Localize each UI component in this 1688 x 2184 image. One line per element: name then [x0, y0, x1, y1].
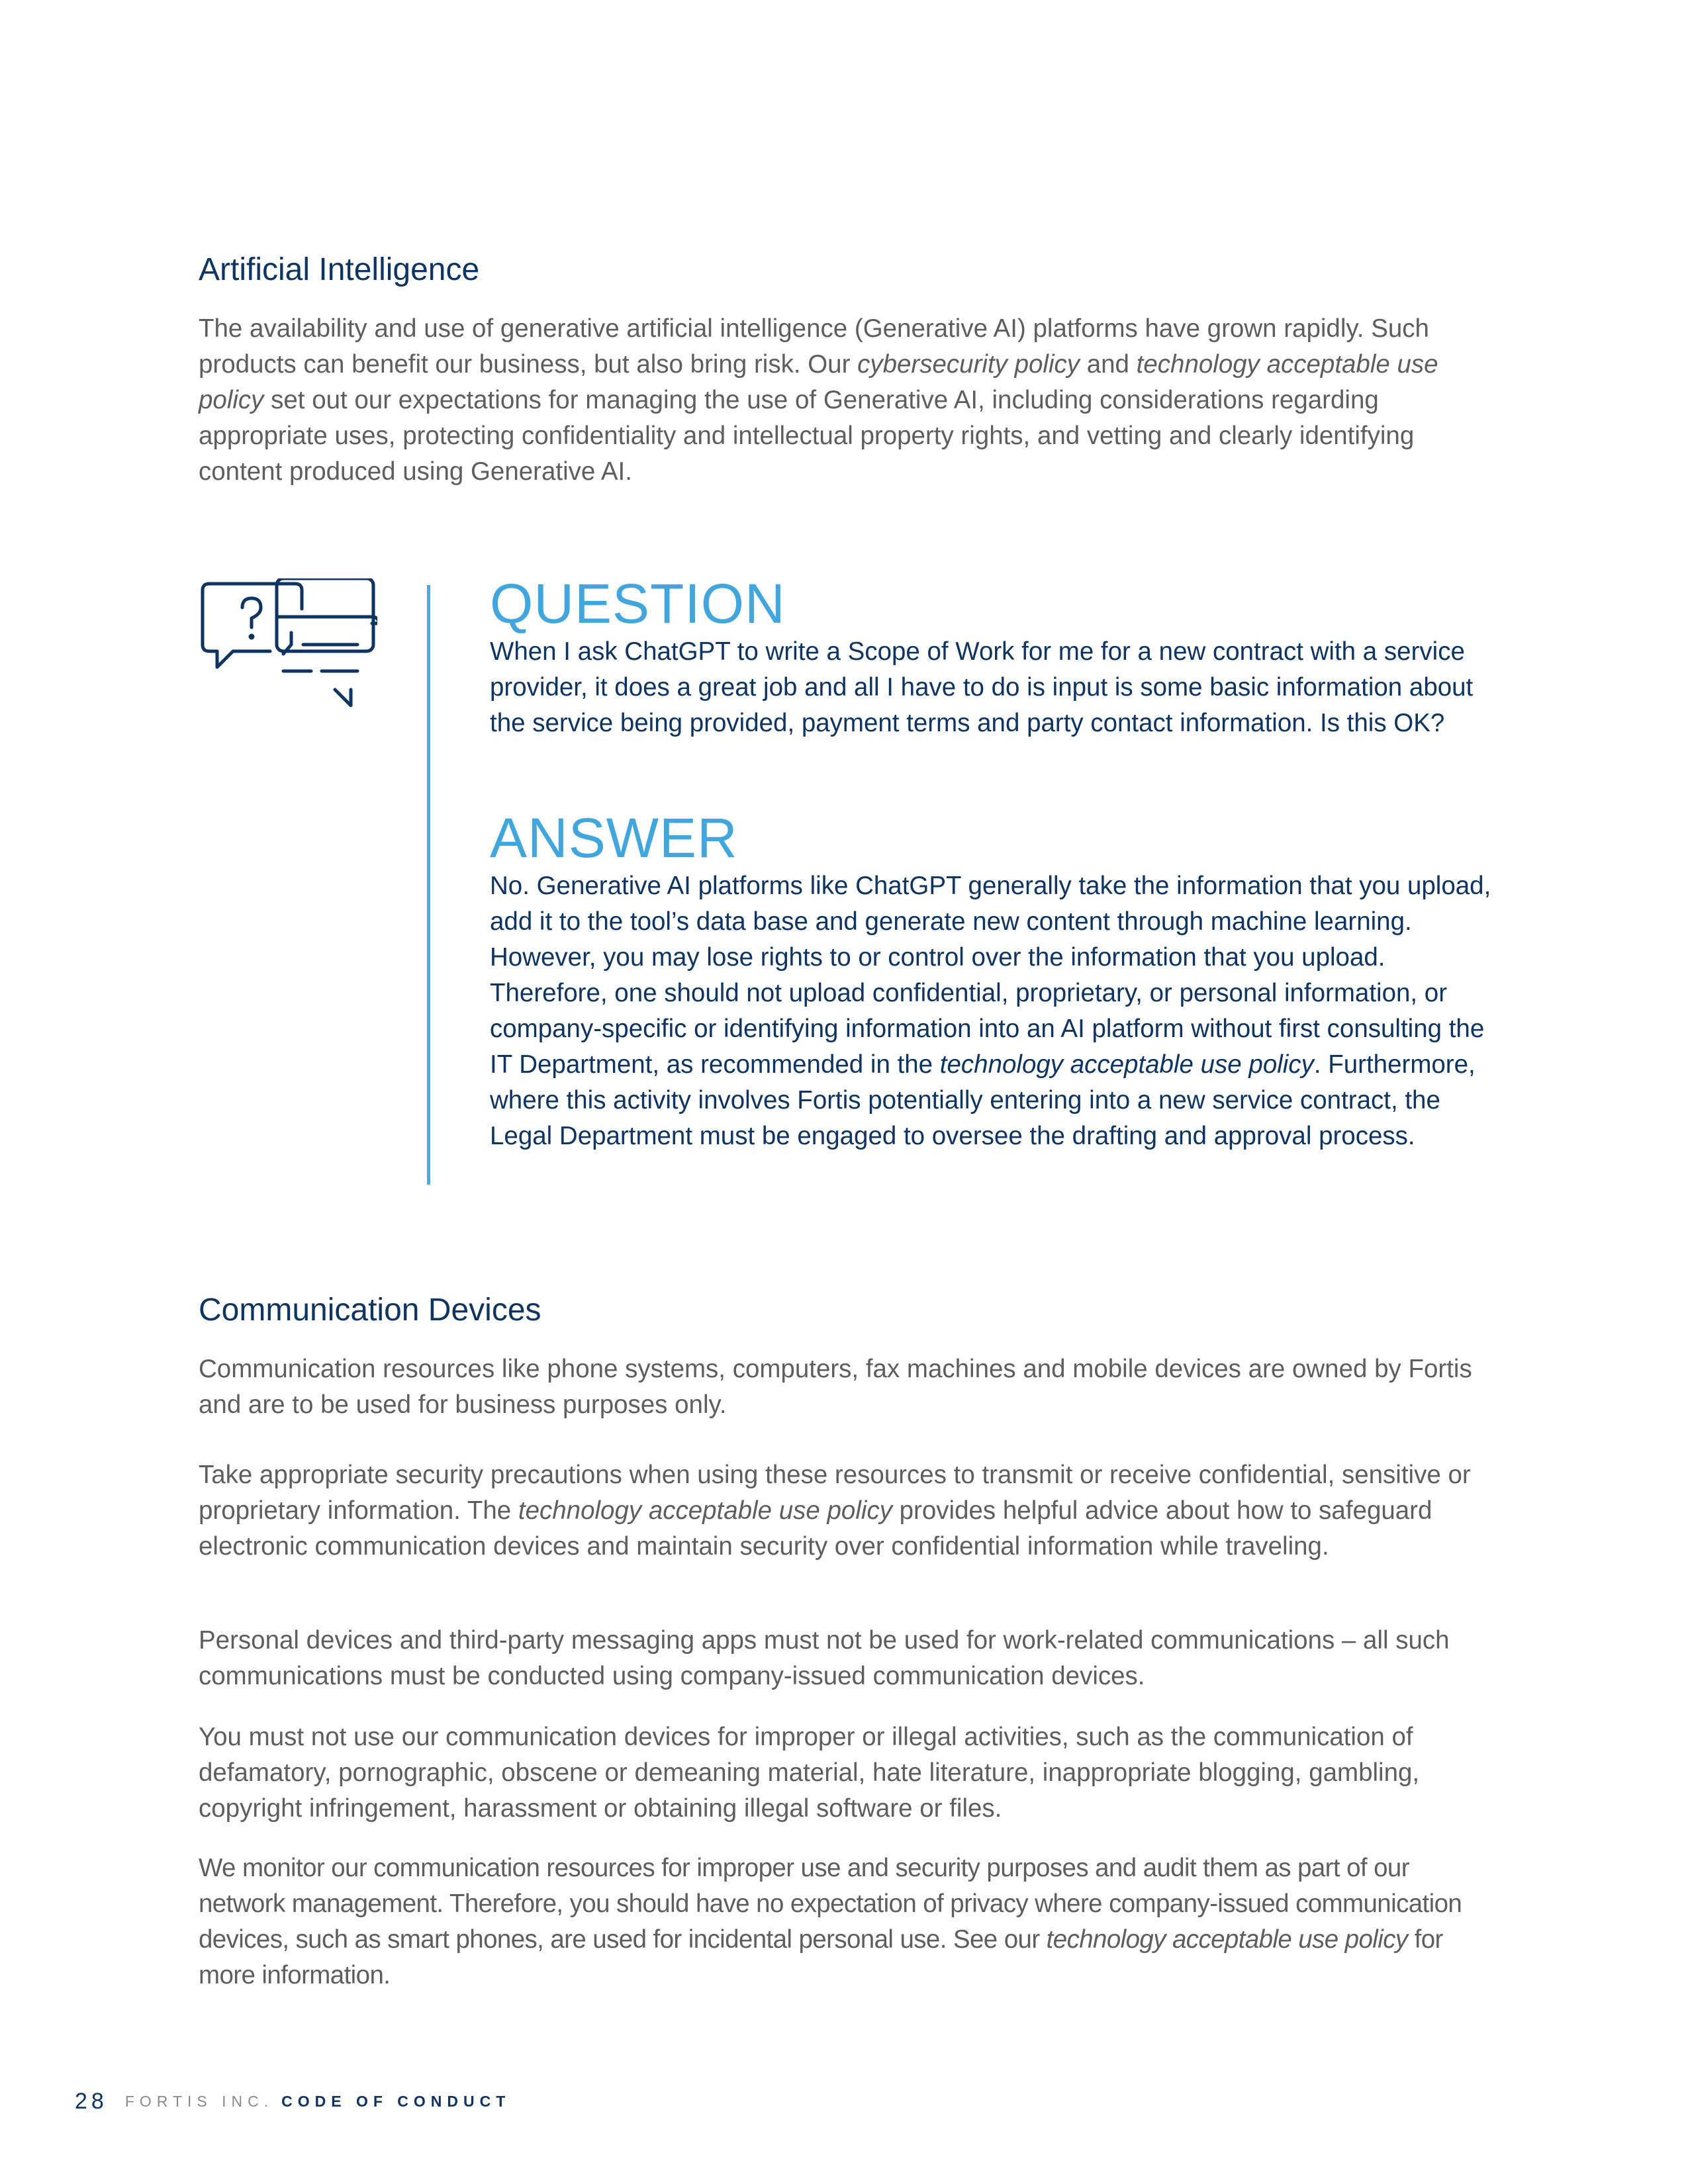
section-title-communication-devices: Communication Devices [199, 1293, 541, 1328]
ai-text-1: The availability and use of generative artificial intelligence (Generative AI) platforms have grown rapidly. Such products can benefit our business, but also bring risk. Our [199, 314, 1429, 379]
comm-paragraph-1: Communication resources like phone systems, computers, fax machines and mobile devices are owned by Fortis and are to be used for business purposes only. [199, 1355, 1472, 1419]
answer-text [490, 868, 1496, 1154]
answer-text-1: No. Generative AI platforms like ChatGPT generally take the information that you upload, add it to the tool’s data base and generate new content through machine learning. However, you may lose rights to or control over the information that you upload. Therefore, one should not upload confidential, proprietary, or personal information, or company-specific or identifying information into an AI platform without first consulting the IT Department, as recommended in the [490, 872, 1491, 1079]
comm-p2-policy-ref: technology acceptable use policy [518, 1496, 892, 1525]
question-heading: QUESTION [490, 572, 786, 635]
comm-p5-text-1: We monitor our communication resources for improper use and security purposes and audit them as part of our network management. Therefore, you should have no expectation of privacy where company-issued communication devices, such as smart phones, are used for incidental personal use. See our [199, 1854, 1462, 1954]
ai-text-2: and [1080, 350, 1137, 379]
cybersecurity-policy-ref: cybersecurity policy [857, 350, 1080, 379]
answer-policy-ref: technology acceptable use policy [939, 1050, 1314, 1079]
page-number: 28 [75, 2088, 108, 2114]
comm-paragraph-2 [199, 1457, 1496, 1565]
section-title-artificial-intelligence: Artificial Intelligence [199, 252, 480, 287]
comm-paragraph-5 [199, 1850, 1496, 1993]
answer-heading: ANSWER [490, 807, 738, 869]
question-text: When I ask ChatGPT to write a Scope of Work for me for a new contract with a service provider, it does a great job and all I have to do is input is some basic information about the service being provided, payment terms and party contact information. Is this OK? [490, 637, 1474, 737]
comm-p5-policy-ref: technology acceptable use policy [1046, 1925, 1408, 1954]
document-title: CODE OF CONDUCT [281, 2092, 511, 2110]
answer-text-2: . Furthermore, where this activity involves Fortis potentially entering into a new service contract, the Legal Department must be engaged to oversee the drafting and approval process. [490, 1050, 1476, 1150]
comm-p2-text-2: provides helpful advice about how to safeguard electronic communication devices and maintain security over confidential information while traveling. [199, 1496, 1432, 1561]
technology-policy-ref: technology acceptable use policy [199, 350, 1438, 414]
comm-p5-text-2: for more information. [199, 1925, 1443, 1989]
comm-p2-text-1: Take appropriate security precautions when using these resources to transmit or receive confidential, sensitive or proprietary information. The [199, 1461, 1471, 1525]
company-name: FORTIS INC. [124, 2092, 274, 2110]
ai-paragraph [199, 311, 1496, 490]
ai-text-3: set out our expectations for managing the use of Generative AI, including considerations regarding appropriate uses, protecting confidentiality and intellectual property rights, and vetting and clearly identifying content produced using Generative AI. [199, 386, 1415, 486]
chat-question-icon [199, 578, 377, 711]
comm-paragraph-3: Personal devices and third-party messaging apps must not be used for work-related communications – all such communications must be conducted using company-issued communication devices. [199, 1626, 1450, 1690]
comm-paragraph-4: You must not use our communication devices for improper or illegal activities, such as the communication of defamatory, pornographic, obscene or demeaning material, hate literature, inappropriate blogging, gambling, copyright infringement, harassment or obtaining illegal software or files. [199, 1723, 1420, 1823]
qa-accent-rule [427, 585, 430, 1185]
page-footer [75, 2088, 510, 2115]
